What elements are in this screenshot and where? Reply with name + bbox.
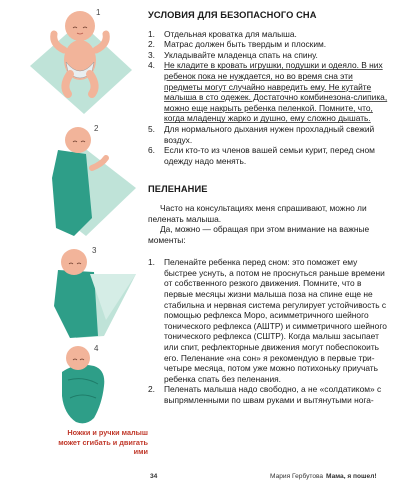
step-number: 4 [94, 344, 99, 353]
swaddle-step-2-illustration [40, 118, 140, 238]
item-number: 3. [148, 49, 155, 60]
item-text: Пеленайте ребенка перед сном: это поможет ему быстрее уснуть, а потом не проснуться раньше времени от собственного резкого движения. Помните, что в первые месяцы жизни малыша поза на спине еще не стабильна и нервная система регулирует устойчивость с помощью рефлекса Моро, асимметричного шейного тонического рефлекса (АШТР) и симметричного шейного тонического рефлекса (СШТР). Когда малыш засыпает или спит, рефлекторные движения могут побеспокоить его. Пеленание «на сон» я рекомендую в первые три-четыре месяца, потом уже можно потихоньку приучать ребенка спать без пеленания. [164, 257, 387, 384]
item-text: Не кладите в кровать игрушки, подушки и одеяло. В них ребенок пока не нуждается, но во время сна эти предметы могут случайно навредить ему. Не кутайте малыша в сто одежек. Достаточно комбинезона-слипика, можно еще накрыть ребенка пеленкой. Помните, что, когда младенцу жарко и душно, ему сложно дышать. [164, 60, 388, 124]
list-item [148, 50, 392, 61]
illustration-caption: Ножки и ручки малыш может сгибать и двигать ими [58, 428, 148, 456]
list-item [148, 60, 392, 124]
step-number: 2 [94, 124, 99, 133]
item-text: Матрас должен быть твердым и плоским. [164, 39, 327, 50]
swaddling-heading: ПЕЛЕНАНИЕ [148, 184, 208, 195]
step-number: 3 [92, 246, 97, 255]
page-footer [0, 473, 410, 487]
book-title: Мама, я пошел! [326, 473, 377, 480]
item-number: 4. [148, 60, 155, 71]
list-item [148, 39, 392, 50]
item-text: Пеленать малыша надо свободно, а не «солдатиком» с выпрямленными по швам руками и вытянутыми нога- [164, 384, 382, 405]
item-number: 1. [148, 257, 155, 268]
item-number: 5. [148, 123, 155, 134]
swaddling-illustrations [0, 0, 148, 470]
safe-sleep-heading: УСЛОВИЯ ДЛЯ БЕЗОПАСНОГО СНА [148, 10, 317, 20]
step-number: 1 [96, 8, 101, 17]
author-name: Мария Гербутова [270, 473, 324, 480]
list-item [148, 124, 392, 145]
main-text [148, 10, 392, 406]
page-number: 34 [150, 473, 158, 480]
item-text: Если кто-то из членов вашей семьи курит, перед сном одежду надо менять. [164, 145, 375, 166]
swaddle-step-1-illustration [22, 2, 138, 117]
swaddle-step-2 [40, 118, 140, 238]
item-text: Укладывайте младенца спать на спину. [164, 49, 318, 60]
item-text: Для нормального дыхания нужен прохладный свежий воздух. [164, 123, 375, 145]
swaddling-intro: Часто на консультациях меня спрашивают, можно ли пеленать малыша. [148, 202, 367, 224]
item-number: 1. [148, 28, 155, 39]
swaddle-step-1 [22, 2, 138, 117]
item-number: 2. [148, 39, 155, 50]
swaddling-list [148, 257, 392, 405]
list-item [148, 384, 392, 405]
item-text: Отдельная кроватка для малыша. [164, 28, 297, 39]
safe-sleep-list [148, 29, 392, 167]
list-item [148, 257, 392, 384]
swaddling-answer: Да, можно — обращая при этом внимание на важные моменты: [148, 224, 370, 245]
swaddling-section [148, 184, 392, 405]
list-item [148, 145, 392, 166]
swaddle-step-4 [56, 338, 140, 428]
item-number: 2. [148, 384, 155, 395]
list-item [148, 29, 392, 40]
item-number: 6. [148, 145, 155, 156]
swaddle-step-3 [44, 240, 140, 340]
swaddle-step-3-illustration [44, 240, 140, 340]
